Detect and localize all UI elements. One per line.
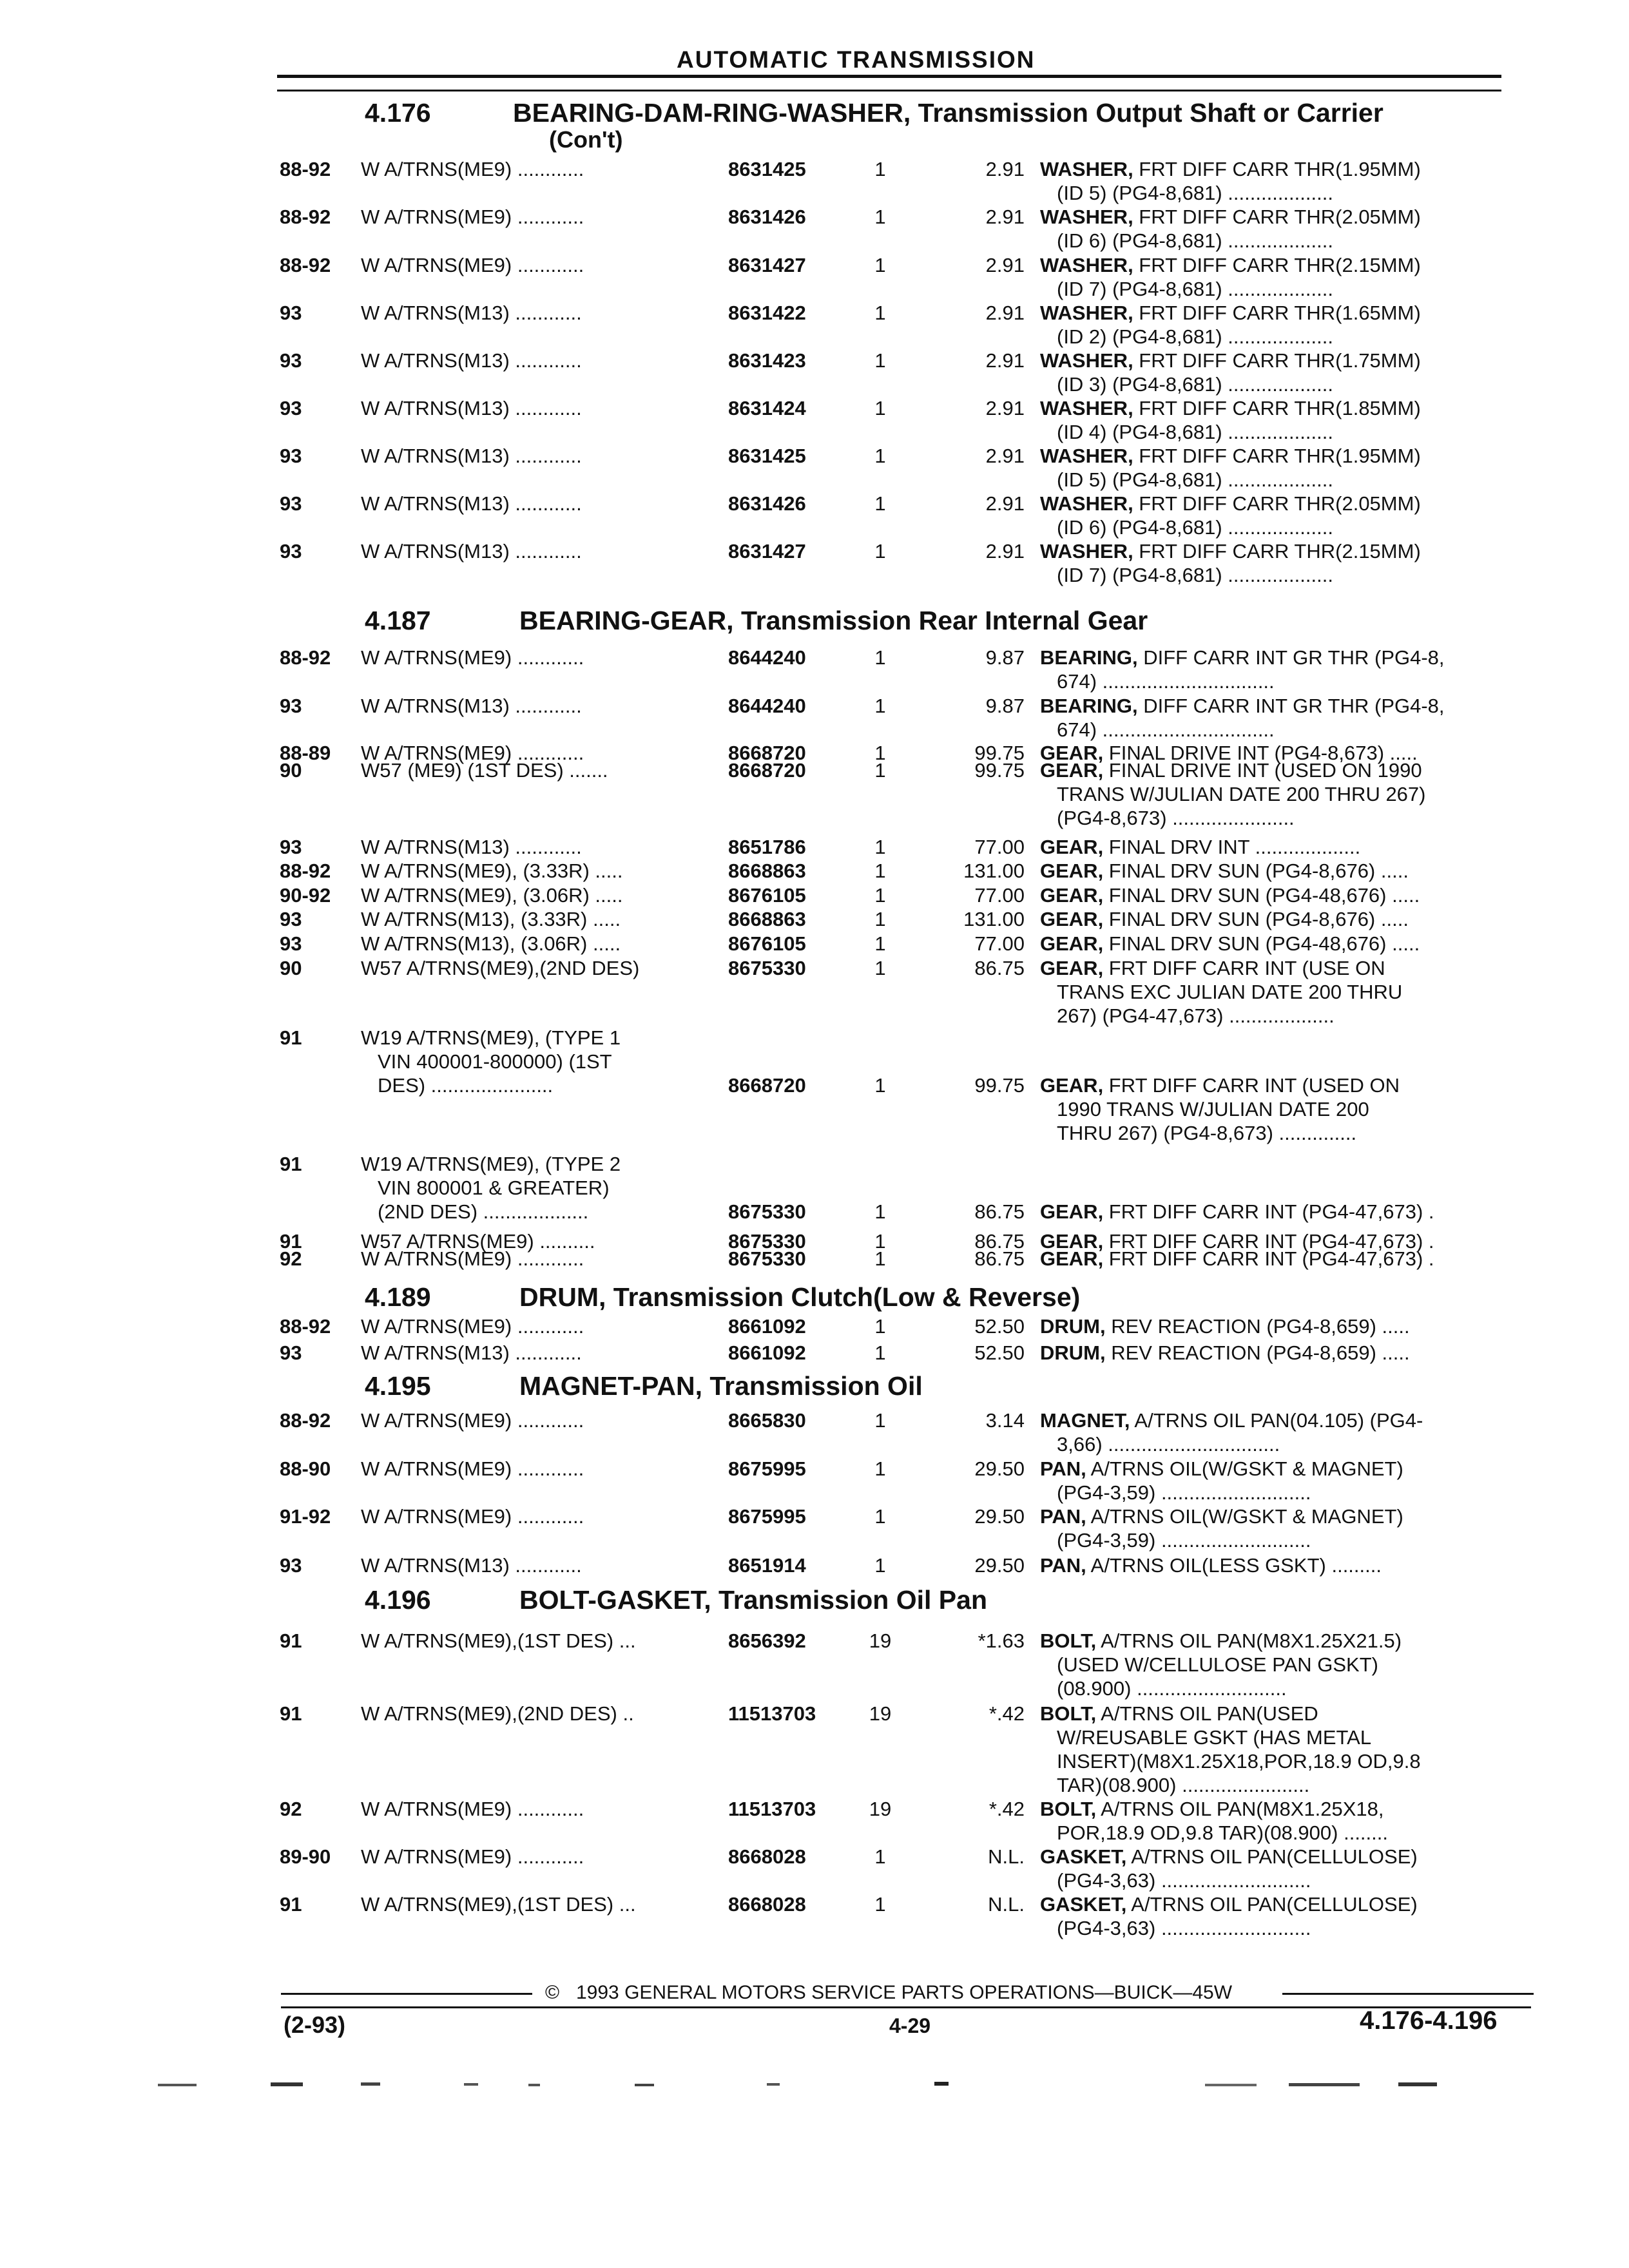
part-description: GEAR, FINAL DRV SUN (PG4-48,676) ..... [1040,884,1420,907]
application-text: W A/TRNS(M13) ............ [361,695,582,717]
part-number: 8675330 [728,1230,806,1253]
quantity: 1 [874,1845,886,1868]
part-description: GEAR, FINAL DRIVE INT (USED ON 1990 [1040,759,1422,782]
price: 99.75 [974,742,1025,764]
part-name: GASKET, [1040,1893,1127,1916]
part-description-continued: (PG4-3,59) ........................... [1057,1529,1311,1552]
part-description: WASHER, FRT DIFF CARR THR(2.05MM) [1040,206,1421,228]
model-year: 93 [280,445,302,467]
part-number: 8676105 [728,932,806,955]
quantity: 1 [874,1554,886,1577]
part-number: 8631425 [728,158,806,180]
section-title: BEARING-GEAR, Transmission Rear Internal Gear [519,606,1148,635]
price: *.42 [988,1798,1025,1820]
quantity: 1 [874,742,886,764]
part-name: GEAR, [1040,742,1104,764]
part-description: WASHER, FRT DIFF CARR THR(1.95MM) [1040,445,1421,467]
part-description-continued: 3,66) ............................... [1057,1433,1280,1456]
part-name: BEARING, [1040,695,1138,717]
price: 99.75 [974,759,1025,782]
model-year: 91-92 [280,1505,331,1528]
quantity: 1 [874,646,886,669]
section-title: BEARING-DAM-RING-WASHER, Transmission Output Shaft or Carrier [513,98,1383,128]
model-year: 93 [280,932,302,955]
part-description-continued: TRANS EXC JULIAN DATE 200 THRU [1057,981,1403,1003]
section-heading [365,1371,1525,1410]
part-number: 8631426 [728,206,806,228]
part-description: GEAR, FRT DIFF CARR INT (PG4-47,673) . [1040,1200,1434,1223]
part-description: GEAR, FRT DIFF CARR INT (USED ON [1040,1074,1400,1097]
part-description: GEAR, FINAL DRV SUN (PG4-8,676) ..... [1040,860,1409,882]
part-number: 8668863 [728,908,806,930]
price: 131.00 [963,908,1025,930]
section-title: MAGNET-PAN, Transmission Oil [519,1371,923,1401]
part-description: GASKET, A/TRNS OIL PAN(CELLULOSE) [1040,1893,1418,1916]
application-text: W A/TRNS(M13) ............ [361,349,582,372]
part-description: WASHER, FRT DIFF CARR THR(2.05MM) [1040,492,1421,515]
quantity: 1 [874,397,886,419]
part-description-continued: 674) ............................... [1057,670,1275,693]
part-number: 11513703 [728,1798,816,1820]
application-text: W A/TRNS(ME9) ............ [361,206,584,228]
part-name: GASKET, [1040,1845,1127,1868]
part-number: 8665830 [728,1409,806,1432]
part-name: WASHER, [1040,349,1133,372]
model-year: 91 [280,1893,302,1916]
price: 2.91 [985,492,1025,515]
section-title: BOLT-GASKET, Transmission Oil Pan [519,1585,987,1615]
part-number: 8668028 [728,1893,806,1916]
part-number: 11513703 [728,1702,816,1725]
part-description-continued: 267) (PG4-47,673) ................... [1057,1004,1335,1027]
part-description-continued: (USED W/CELLULOSE PAN GSKT) [1057,1653,1378,1676]
part-number: 8651914 [728,1554,806,1577]
part-description: GASKET, A/TRNS OIL PAN(CELLULOSE) [1040,1845,1418,1868]
part-description-continued: (ID 5) (PG4-8,681) ................... [1057,468,1333,491]
quantity: 1 [874,908,886,930]
part-name: GEAR, [1040,759,1104,782]
quantity: 1 [874,445,886,467]
price: 9.87 [985,646,1025,669]
application-text: W A/TRNS(ME9) ............ [361,254,584,276]
part-description: WASHER, FRT DIFF CARR THR(1.95MM) [1040,158,1421,180]
section-number: 4.187 [365,606,431,635]
model-year: 91 [280,1026,302,1049]
model-year: 90 [280,759,302,782]
part-number: 8668028 [728,1845,806,1868]
part-description-continued: (ID 7) (PG4-8,681) ................... [1057,564,1333,586]
part-name: BOLT, [1040,1798,1097,1820]
application-text: W57 A/TRNS(ME9),(2ND DES) [361,957,640,979]
footer-rule-left [281,1993,532,1995]
part-description-continued: POR,18.9 OD,9.8 TAR)(08.900) ........ [1057,1821,1388,1844]
application-text: VIN 400001-800000) (1ST [378,1050,612,1073]
footer-rule-bottom [281,2006,1531,2008]
quantity: 19 [869,1798,892,1820]
part-name: GEAR, [1040,1230,1104,1253]
part-description: GEAR, FRT DIFF CARR INT (USE ON [1040,957,1385,979]
part-description-continued: (ID 5) (PG4-8,681) ................... [1057,182,1333,204]
part-description-continued: (PG4-8,673) ...................... [1057,807,1295,829]
quantity: 1 [874,957,886,979]
section-subtitle: (Con't) [549,126,623,153]
model-year: 88-89 [280,742,331,764]
part-number: 8675330 [728,957,806,979]
part-description: BEARING, DIFF CARR INT GR THR (PG4-8, [1040,646,1445,669]
part-number: 8668720 [728,742,806,764]
part-description: GEAR, FINAL DRV INT ................... [1040,836,1361,858]
part-description-continued: (ID 3) (PG4-8,681) ................... [1057,373,1333,396]
part-description-continued: (ID 2) (PG4-8,681) ................... [1057,325,1333,348]
part-name: GEAR, [1040,1200,1104,1223]
model-year: 88-92 [280,158,331,180]
part-name: WASHER, [1040,206,1133,228]
part-number: 8631426 [728,492,806,515]
application-text: DES) ...................... [378,1074,554,1097]
part-description-continued: (ID 6) (PG4-8,681) ................... [1057,229,1333,252]
price: 99.75 [974,1074,1025,1097]
quantity: 1 [874,1457,886,1480]
price: *.42 [988,1702,1025,1725]
section-number: 4.176 [365,98,431,128]
section-heading [365,98,1525,137]
part-name: PAN, [1040,1554,1086,1577]
price: 86.75 [974,1200,1025,1223]
part-name: GEAR, [1040,836,1104,858]
header-rule-thin [277,90,1501,91]
application-text: W A/TRNS(ME9), (3.33R) ..... [361,860,623,882]
model-year: 91 [280,1153,302,1175]
part-name: WASHER, [1040,254,1133,276]
price: 86.75 [974,1247,1025,1270]
quantity: 1 [874,1074,886,1097]
part-description: BOLT, A/TRNS OIL PAN(M8X1.25X21.5) [1040,1629,1402,1652]
price: 2.91 [985,397,1025,419]
footer-range: 4.176-4.196 [1360,2006,1498,2035]
model-year: 93 [280,349,302,372]
price: 77.00 [974,932,1025,955]
part-description: GEAR, FINAL DRV SUN (PG4-8,676) ..... [1040,908,1409,930]
application-text: W A/TRNS(M13), (3.33R) ..... [361,908,621,930]
application-text: W A/TRNS(ME9), (3.06R) ..... [361,884,623,907]
application-text: W A/TRNS(M13) ............ [361,302,582,324]
part-description-continued: TAR)(08.900) ....................... [1057,1774,1310,1796]
part-description-continued: (ID 7) (PG4-8,681) ................... [1057,278,1333,300]
part-name: GEAR, [1040,932,1104,955]
model-year: 88-92 [280,1409,331,1432]
price: 2.91 [985,302,1025,324]
part-number: 8675995 [728,1505,806,1528]
part-description: DRUM, REV REACTION (PG4-8,659) ..... [1040,1341,1410,1364]
part-description: GEAR, FINAL DRV SUN (PG4-48,676) ..... [1040,932,1420,955]
price: 86.75 [974,957,1025,979]
application-text: (2ND DES) ................... [378,1200,589,1223]
price: *1.63 [978,1629,1025,1652]
model-year: 93 [280,1554,302,1577]
part-name: WASHER, [1040,445,1133,467]
quantity: 1 [874,1315,886,1338]
price: 29.50 [974,1554,1025,1577]
quantity: 1 [874,695,886,717]
model-year: 93 [280,836,302,858]
part-name: WASHER, [1040,158,1133,180]
part-description: BEARING, DIFF CARR INT GR THR (PG4-8, [1040,695,1445,717]
application-text: W57 A/TRNS(ME9) .......... [361,1230,595,1253]
model-year: 93 [280,302,302,324]
part-name: MAGNET, [1040,1409,1130,1432]
part-description: PAN, A/TRNS OIL(LESS GSKT) ......... [1040,1554,1382,1577]
part-name: GEAR, [1040,957,1104,979]
price: 2.91 [985,158,1025,180]
copyright-text: 1993 GENERAL MOTORS SERVICE PARTS OPERATIONS—BUICK—45W [576,1982,1233,2003]
section-heading [365,1585,1525,1624]
part-description: GEAR, FRT DIFF CARR INT (PG4-47,673) . [1040,1230,1434,1253]
part-description: BOLT, A/TRNS OIL PAN(M8X1.25X18, [1040,1798,1384,1820]
quantity: 1 [874,1247,886,1270]
model-year: 90-92 [280,884,331,907]
price: 2.91 [985,540,1025,562]
quantity: 1 [874,540,886,562]
model-year: 93 [280,908,302,930]
part-description: BOLT, A/TRNS OIL PAN(USED [1040,1702,1318,1725]
quantity: 1 [874,1200,886,1223]
quantity: 1 [874,302,886,324]
application-text: W A/TRNS(ME9) ............ [361,1457,584,1480]
part-name: GEAR, [1040,908,1104,930]
part-number: 8668720 [728,759,806,782]
part-number: 8644240 [728,646,806,669]
application-text: W A/TRNS(M13) ............ [361,540,582,562]
model-year: 93 [280,492,302,515]
section-heading [365,606,1525,644]
part-description-continued: (ID 6) (PG4-8,681) ................... [1057,516,1333,539]
application-text: W A/TRNS(ME9) ............ [361,1315,584,1338]
part-description: MAGNET, A/TRNS OIL PAN(04.105) (PG4- [1040,1409,1423,1432]
application-text: W19 A/TRNS(ME9), (TYPE 1 [361,1026,621,1049]
quantity: 1 [874,349,886,372]
price: 9.87 [985,695,1025,717]
section-number: 4.196 [365,1585,431,1615]
page-header-title: AUTOMATIC TRANSMISSION [677,46,1036,73]
model-year: 93 [280,540,302,562]
model-year: 89-90 [280,1845,331,1868]
part-description: WASHER, FRT DIFF CARR THR(1.65MM) [1040,302,1421,324]
part-name: WASHER, [1040,302,1133,324]
price: 2.91 [985,206,1025,228]
section-title: DRUM, Transmission Clutch(Low & Reverse) [519,1282,1081,1312]
price: 29.50 [974,1505,1025,1528]
part-description-continued: TRANS W/JULIAN DATE 200 THRU 267) [1057,783,1426,805]
part-number: 8676105 [728,884,806,907]
price: 52.50 [974,1341,1025,1364]
model-year: 88-92 [280,860,331,882]
part-name: PAN, [1040,1505,1086,1528]
part-description: PAN, A/TRNS OIL(W/GSKT & MAGNET) [1040,1457,1403,1480]
application-text: W A/TRNS(ME9) ............ [361,1409,584,1432]
part-name: BOLT, [1040,1629,1097,1652]
quantity: 1 [874,206,886,228]
application-text: W A/TRNS(M13) ............ [361,492,582,515]
part-number: 8644240 [728,695,806,717]
model-year: 93 [280,397,302,419]
part-number: 8631425 [728,445,806,467]
price: 86.75 [974,1230,1025,1253]
part-number: 8661092 [728,1341,806,1364]
price: 131.00 [963,860,1025,882]
header-rule [277,75,1501,78]
quantity: 1 [874,1341,886,1364]
model-year: 90 [280,957,302,979]
price: N.L. [988,1845,1025,1868]
part-name: BEARING, [1040,646,1138,669]
part-description-continued: (08.900) ........................... [1057,1677,1287,1700]
quantity: 1 [874,254,886,276]
part-description: WASHER, FRT DIFF CARR THR(1.75MM) [1040,349,1421,372]
part-description-continued: 674) ............................... [1057,718,1275,741]
application-text: W A/TRNS(ME9) ............ [361,158,584,180]
price: 77.00 [974,836,1025,858]
application-text: W A/TRNS(ME9) ............ [361,1247,584,1270]
model-year: 88-92 [280,206,331,228]
part-description-continued: (PG4-3,63) ........................... [1057,1917,1311,1939]
application-text: W A/TRNS(ME9) ............ [361,1845,584,1868]
part-description-continued: W/REUSABLE GSKT (HAS METAL [1057,1726,1372,1749]
quantity: 19 [869,1629,892,1652]
application-text: W A/TRNS(ME9),(1ST DES) ... [361,1629,636,1652]
part-name: GEAR, [1040,860,1104,882]
section-number: 4.189 [365,1282,431,1312]
part-name: WASHER, [1040,397,1133,419]
part-description: DRUM, REV REACTION (PG4-8,659) ..... [1040,1315,1410,1338]
price: 52.50 [974,1315,1025,1338]
part-description: PAN, A/TRNS OIL(W/GSKT & MAGNET) [1040,1505,1403,1528]
application-text: W A/TRNS(ME9),(2ND DES) .. [361,1702,634,1725]
part-name: GEAR, [1040,1074,1104,1097]
part-description: GEAR, FRT DIFF CARR INT (PG4-47,673) . [1040,1247,1434,1270]
price: 29.50 [974,1457,1025,1480]
footer-rule-right [1282,1993,1534,1995]
quantity: 1 [874,860,886,882]
scan-artifacts [0,2075,1629,2100]
part-number: 8656392 [728,1629,806,1652]
part-description-continued: 1990 TRANS W/JULIAN DATE 200 [1057,1098,1369,1120]
part-number: 8668720 [728,1074,806,1097]
application-text: W A/TRNS(M13) ............ [361,445,582,467]
quantity: 1 [874,836,886,858]
part-description: GEAR, FINAL DRIVE INT (PG4-8,673) ..... [1040,742,1418,764]
quantity: 1 [874,884,886,907]
footer-date: (2-93) [284,2012,346,2038]
part-number: 8661092 [728,1315,806,1338]
application-text: W A/TRNS(M13) ............ [361,1341,582,1364]
model-year: 93 [280,1341,302,1364]
application-text: W A/TRNS(ME9) ............ [361,1505,584,1528]
part-description-continued: (PG4-3,59) ........................... [1057,1481,1311,1504]
price: 2.91 [985,445,1025,467]
model-year: 88-90 [280,1457,331,1480]
part-name: GEAR, [1040,884,1104,907]
model-year: 91 [280,1629,302,1652]
model-year: 92 [280,1798,302,1820]
application-text: W A/TRNS(ME9) ............ [361,742,584,764]
part-description: WASHER, FRT DIFF CARR THR(2.15MM) [1040,254,1421,276]
part-name: PAN, [1040,1457,1086,1480]
quantity: 1 [874,1409,886,1432]
price: 2.91 [985,349,1025,372]
part-description: WASHER, FRT DIFF CARR THR(2.15MM) [1040,540,1421,562]
model-year: 88-92 [280,254,331,276]
part-description-continued: INSERT)(M8X1.25X18,POR,18.9 OD,9.8 [1057,1750,1421,1773]
model-year: 88-92 [280,1315,331,1338]
price: N.L. [988,1893,1025,1916]
part-number: 8675330 [728,1200,806,1223]
application-text: W A/TRNS(ME9) ............ [361,646,584,669]
model-year: 93 [280,695,302,717]
copyright-symbol: © [545,1982,560,2003]
model-year: 91 [280,1702,302,1725]
quantity: 1 [874,1230,886,1253]
application-text: W A/TRNS(M13), (3.06R) ..... [361,932,621,955]
quantity: 1 [874,492,886,515]
part-number: 8631423 [728,349,806,372]
model-year: 92 [280,1247,302,1270]
application-text: W19 A/TRNS(ME9), (TYPE 2 [361,1153,621,1175]
quantity: 1 [874,158,886,180]
part-name: BOLT, [1040,1702,1097,1725]
footer-page-number: 4-29 [889,2014,931,2037]
part-name: GEAR, [1040,1247,1104,1270]
model-year: 91 [280,1230,302,1253]
part-number: 8668863 [728,860,806,882]
quantity: 1 [874,1893,886,1916]
part-description-continued: (PG4-3,63) ........................... [1057,1869,1311,1892]
part-number: 8631424 [728,397,806,419]
part-number: 8675995 [728,1457,806,1480]
part-description-continued: (ID 4) (PG4-8,681) ................... [1057,421,1333,443]
section-number: 4.195 [365,1371,431,1401]
part-number: 8631427 [728,540,806,562]
application-text: W57 (ME9) (1ST DES) ....... [361,759,608,782]
quantity: 19 [869,1702,892,1725]
part-number: 8651786 [728,836,806,858]
part-number: 8631422 [728,302,806,324]
part-description-continued: THRU 267) (PG4-8,673) .............. [1057,1122,1357,1144]
application-text: W A/TRNS(M13) ............ [361,397,582,419]
part-name: DRUM, [1040,1315,1106,1338]
quantity: 1 [874,1505,886,1528]
application-text: W A/TRNS(ME9),(1ST DES) ... [361,1893,636,1916]
price: 77.00 [974,884,1025,907]
application-text: W A/TRNS(ME9) ............ [361,1798,584,1820]
application-text: W A/TRNS(M13) ............ [361,836,582,858]
quantity: 1 [874,759,886,782]
part-name: DRUM, [1040,1341,1106,1364]
part-description: WASHER, FRT DIFF CARR THR(1.85MM) [1040,397,1421,419]
part-name: WASHER, [1040,540,1133,562]
application-text: VIN 800001 & GREATER) [378,1177,610,1199]
part-name: WASHER, [1040,492,1133,515]
quantity: 1 [874,932,886,955]
price: 2.91 [985,254,1025,276]
model-year: 88-92 [280,646,331,669]
price: 3.14 [985,1409,1025,1432]
part-number: 8631427 [728,254,806,276]
application-text: W A/TRNS(M13) ............ [361,1554,582,1577]
part-number: 8675330 [728,1247,806,1270]
